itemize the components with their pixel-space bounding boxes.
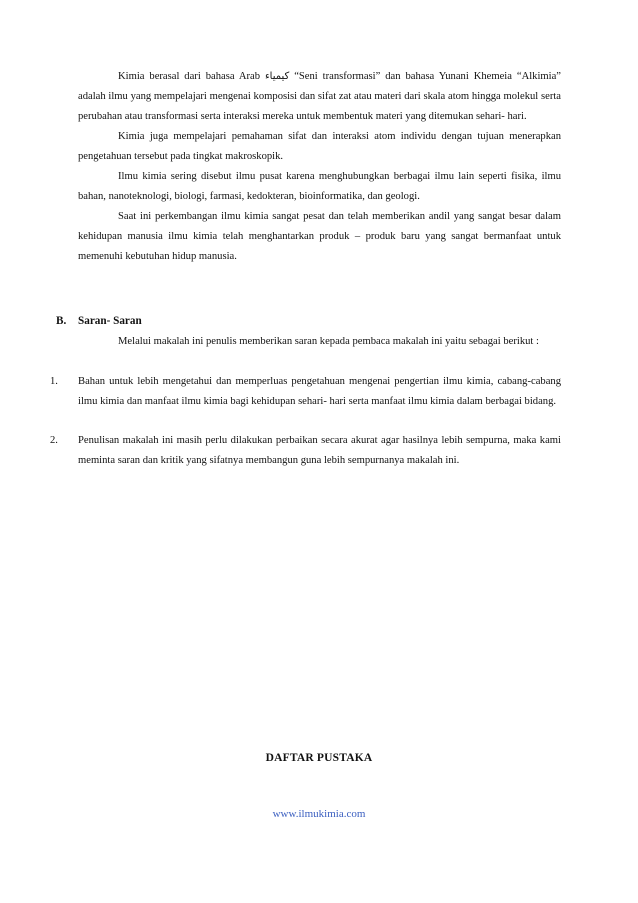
list-number: 1. [50,376,58,387]
daftar-pustaka-heading: DAFTAR PUSTAKA [265,752,373,764]
paragraph-saran-intro: Melalui makalah ini penulis memberikan saran kepada pembaca makalah ini yaitu sebagai berikut : [118,336,539,347]
section-letter: B. [56,315,67,327]
conclusion-section [78,67,561,267]
paragraph-ilmu-pusat: Ilmu kimia sering disebut ilmu pusat karena menghubungkan berbagai ilmu lain seperti fisika, ilmu bahan, nanoteknologi, biologi, farmasi, kedokteran, bioinformatika, dan geologi. [78,171,561,202]
list-item [50,431,561,471]
paragraph-kimia-study: Kimia juga mempelajari pemahaman sifat dan interaksi atom individu dengan tujuan menerapkan pengetahuan tersebut pada tingkat makroskopik. [78,131,561,162]
reference-link[interactable]: www.ilmukimia.com [272,808,366,820]
list-item [50,372,561,412]
paragraph-kimia-definition [78,67,561,127]
paragraph-text: Kimia berasal dari bahasa Arab [118,71,265,82]
arabic-word: كيمياء [264,71,290,82]
list-item-text: Bahan untuk lebih mengetahui dan memperluas pengetahuan mengenai pengertian ilmu kimia, cabang-cabang ilmu kimia dan manfaat ilmu kimia bagi kehidupan sehari- hari serta manfaat ilmu kimia dalam berbagai bidang. [78,376,561,407]
section-title: Saran- Saran [78,315,142,327]
list-number: 2. [50,435,58,446]
paragraph-perkembangan: Saat ini perkembangan ilmu kimia sangat pesat dan telah memberikan andil yang sangat besar dalam kehidupan manusia ilmu kimia telah menghantarkan produk – produk baru yang sangat bermanfaat untuk memenuhi kebutuhan hidup manusia. [78,211,561,262]
paragraph-text: “Seni transformasi” dan bahasa Yunani Khemeia “Alkimia” adalah ilmu yang mempelajari mengenai komposisi dan sifat zat atau materi dari skala atom hingga molekul serta perubahan atau transformasi serta interaksi mereka untuk membentuk materi yang ditemukan sehari- hari. [78,71,561,122]
list-item-text: Penulisan makalah ini masih perlu dilakukan perbaikan secara akurat agar hasilnya lebih sempurna, maka kami meminta saran dan kritik yang sifatnya membangun guna lebih sempurnanya makalah ini. [78,435,561,466]
saran-intro [78,332,561,352]
section-heading-saran [56,315,142,327]
